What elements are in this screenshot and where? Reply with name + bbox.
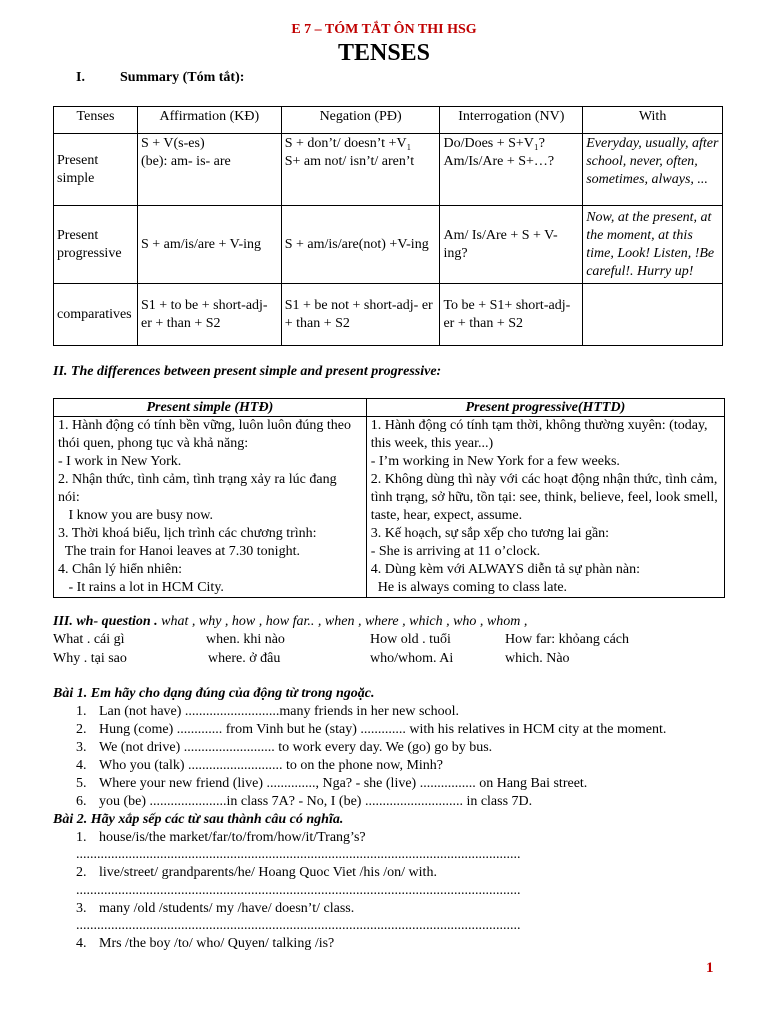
answer-line: ............................................................................................................................... — [76, 883, 521, 898]
affirmation-cell: S + am/is/are + V-ing — [137, 206, 281, 284]
cell-line: - She is arriving at 11 o’clock. — [370, 544, 541, 559]
header-interrogation: Interrogation (NV) — [440, 107, 583, 134]
tenses-table — [53, 106, 723, 346]
interrogation-cell — [440, 134, 583, 206]
cell-line: S + V(s-es) — [140, 136, 205, 151]
section2-heading: II. The differences between present simple and present progressive: — [53, 364, 442, 379]
affirmation-cell: S1 + to be + short-adj-er + than + S2 — [137, 284, 281, 346]
table-row — [54, 134, 723, 206]
document-title: TENSES — [337, 40, 431, 66]
wh-entry: where. ở đâu — [208, 651, 281, 666]
exercise-text: We (not drive) .......................... to work every day. We (go) go by bus. — [99, 740, 493, 755]
cell-line: 3. Thời khoá biểu, lịch trình các chương trình: — [58, 526, 317, 541]
document-kicker: E 7 – TÓM TẮT ÔN THI HSG — [291, 22, 477, 37]
header-negation: Negation (PĐ) — [281, 107, 440, 134]
interrogation-cell: To be + S1+ short-adj- er + than + S2 — [440, 284, 583, 346]
section3-title: III. wh- question . — [53, 614, 158, 629]
cell-line: 1. Hành động có tính bền vững, luôn luôn đúng theo thói quen, phong tục và khả năng: — [58, 418, 352, 451]
wh-entry: What . cái gì — [53, 632, 125, 647]
wh-entry: when. khi nào — [206, 632, 285, 647]
exercise-text: house/is/the market/far/to/from/how/it/Trang’s? — [99, 830, 366, 845]
list-item: 2. live/street/ grandparents/he/ Hoang Quoc Viet /his /on/ with. — [76, 865, 437, 880]
cell-line: - It rains a lot in HCM City. — [58, 580, 224, 595]
differences-table — [53, 398, 725, 598]
table-row — [54, 206, 723, 284]
present-simple-cell — [54, 417, 367, 598]
header-present-simple: Present simple (HTĐ) — [54, 399, 367, 417]
header-affirmation: Affirmation (KĐ) — [137, 107, 281, 134]
list-item: 4. Who you (talk) ........................... to on the phone now, Minh? — [76, 758, 443, 773]
table-row — [54, 417, 725, 598]
negation-cell — [281, 134, 440, 206]
summary-heading — [76, 70, 244, 86]
negation-cell: S1 + be not + short-adj- er + than + S2 — [281, 284, 440, 346]
table-row — [54, 284, 723, 346]
wh-word-list: what , why , how , how far.. , when , where , which , who , whom , — [157, 614, 528, 629]
tense-name: Present simple — [54, 134, 138, 206]
affirmation-cell — [137, 134, 281, 206]
tense-name: comparatives — [54, 284, 138, 346]
exercise-text: Hung (come) ............. from Vinh but he (stay) ............. with his relatives in HCM city at the moment. — [99, 722, 667, 737]
page-number: 1 — [706, 960, 714, 976]
cell-line: - I work in New York. — [58, 454, 182, 469]
section3-heading — [53, 614, 527, 630]
exercise-text: live/street/ grandparents/he/ Hoang Quoc Viet /his /on/ with. — [99, 865, 437, 880]
exercise1-title: Bài 1. Em hãy cho dạng đúng của động từ trong ngoặc. — [53, 686, 375, 701]
wh-entry: Why . tại sao — [53, 651, 127, 666]
present-progressive-cell — [366, 417, 724, 598]
cell-line: He is always coming to class late. — [370, 580, 568, 595]
cell-line: - I’m working in New York for a few weeks. — [370, 454, 620, 469]
cell-line: Do/Does + S+V₁? — [443, 136, 546, 151]
cell-line: 4. Chân lý hiển nhiên: — [58, 562, 183, 577]
cell-line: (be): am- is- are — [140, 154, 231, 169]
header-with: With — [583, 107, 723, 134]
cell-line: Am/Is/Are + S+…? — [443, 154, 555, 169]
exercise2-title: Bài 2. Hãy xắp sếp các từ sau thành câu có nghĩa. — [53, 812, 344, 827]
list-item: 2. Hung (come) ............. from Vinh but he (stay) ............. with his relatives in HCM city at the moment. — [76, 722, 667, 737]
negation-cell: S + am/is/are(not) +V-ing — [281, 206, 440, 284]
cell-line: I know you are busy now. — [58, 508, 214, 523]
interrogation-cell: Am/ Is/Are + S + V-ing? — [440, 206, 583, 284]
header-present-progressive: Present progressive(HTTD) — [366, 399, 724, 417]
tense-name: Present progressive — [54, 206, 138, 284]
wh-entry: How old . tuổi — [370, 632, 451, 647]
summary-number: I. — [76, 70, 85, 85]
cell-line: The train for Hanoi leaves at 7.30 tonight. — [58, 544, 300, 559]
tenses-header-row — [54, 107, 723, 134]
list-item: 3. We (not drive) .......................... to work every day. We (go) go by bus. — [76, 740, 493, 755]
exercise-text: Lan (not have) ...........................many friends in her new school. — [99, 704, 460, 719]
exercise-text: Where your new friend (live) .............., Nga? - she (live) ................ on Hang Bai street. — [99, 776, 588, 791]
list-item: 1. Lan (not have) ...........................many friends in her new school. — [76, 704, 460, 719]
with-cell: Everyday, usually, after school, never, often, sometimes, always, ... — [583, 134, 723, 206]
header-tenses: Tenses — [54, 107, 138, 134]
cell-line: 4. Dùng kèm với ALWAYS diễn tả sự phàn nàn: — [370, 562, 641, 577]
exercise-text: Who you (talk) ........................... to on the phone now, Minh? — [99, 758, 443, 773]
list-item: 6. you (be) ......................in class 7A? - No, I (be) ............................ in class 7D. — [76, 794, 533, 809]
cell-line: 2. Nhận thức, tình cảm, tình trạng xảy ra lúc đang nói: — [58, 472, 337, 505]
wh-entry: which. Nào — [505, 651, 570, 666]
list-item: 4. Mrs /the boy /to/ who/ Quyen/ talking /is? — [76, 936, 335, 951]
wh-entry: How far: khỏang cách — [505, 632, 630, 647]
answer-line: ............................................................................................................................... — [76, 847, 521, 862]
exercise-text: you (be) ......................in class 7A? - No, I (be) ............................ in class 7D. — [99, 794, 533, 809]
with-cell: Now, at the present, at the moment, at this time, Look! Listen, !Be careful!. Hurry up! — [583, 206, 723, 284]
with-cell — [583, 284, 723, 346]
cell-line: S+ am not/ isn’t/ aren’t — [284, 154, 415, 169]
exercise-text: Mrs /the boy /to/ who/ Quyen/ talking /is? — [99, 936, 335, 951]
list-item: 5. Where your new friend (live) .............., Nga? - she (live) ................ on Hang Bai street. — [76, 776, 588, 791]
cell-line: 2. Không dùng thì này với các hoạt động nhận thức, tình cảm, tình trạng, sở hữu, tồn tại: see, think, believe, feel, look smell, taste, hear, expect, assume. — [370, 472, 718, 523]
wh-entry: who/whom. Ai — [370, 651, 454, 666]
cell-line: S + don’t/ doesn’t +V₁ — [284, 136, 412, 151]
cell-line: 1. Hành động có tính tạm thời, không thường xuyên: (today, this week, this year...) — [370, 418, 708, 451]
exercise-text: many /old /students/ my /have/ doesn’t/ class. — [99, 901, 355, 916]
list-item: 3. many /old /students/ my /have/ doesn’t/ class. — [76, 901, 355, 916]
summary-label: Summary (Tóm tắt): — [120, 70, 245, 85]
answer-line: ............................................................................................................................... — [76, 918, 521, 933]
diff-header-row — [54, 399, 725, 417]
list-item: 1. house/is/the market/far/to/from/how/it/Trang’s? — [76, 830, 366, 845]
cell-line: 3. Kế hoạch, sự sắp xếp cho tương lai gần: — [370, 526, 610, 541]
